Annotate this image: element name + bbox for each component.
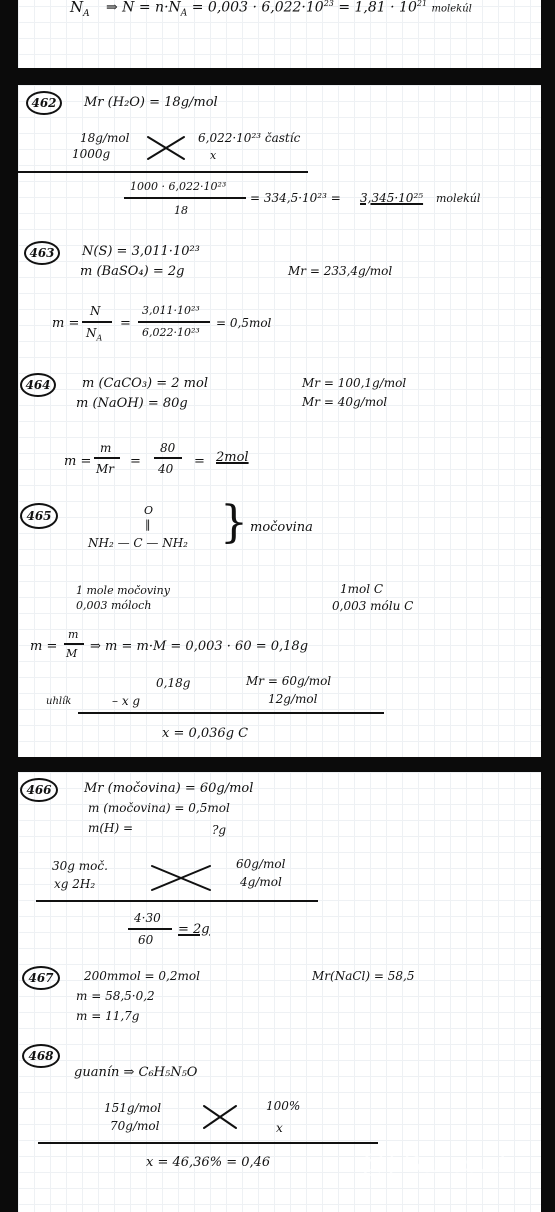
notebook-page-466-468 <box>18 772 541 1212</box>
p462-unit: molekúl <box>436 192 481 205</box>
p465-formula: NH₂ — C — NH₂ <box>88 536 188 550</box>
p466-line3-val: ?g <box>212 823 227 837</box>
p463-frac1-den: $N_A$ <box>86 326 103 343</box>
fraction-bar <box>94 457 120 459</box>
divider-line <box>78 712 384 714</box>
p465-c1: 1mol C <box>340 582 384 596</box>
p462-right-bottom: x <box>210 149 217 162</box>
bazos-watermark: @( Bazos.sk <box>360 1148 514 1178</box>
p462-frac-num: 1000 · 6,022·10²³ <box>130 180 227 193</box>
fraction-bar <box>128 928 172 930</box>
p465-row2: 0,003 móloch <box>76 599 152 612</box>
p466-line1: Mr (močovina) = 60g/mol <box>84 781 254 796</box>
p462-final: 3,345·10²⁵ <box>360 191 424 205</box>
p465-t1: 0,18g <box>156 676 191 690</box>
p465-double-bond: ‖ <box>145 518 151 531</box>
p466-line2: m (močovina) = 0,5mol <box>88 801 230 815</box>
p466-b2: 4g/mol <box>240 875 282 889</box>
p463-molar-mass: Mr = 233,4g/mol <box>288 264 393 278</box>
p462-frac-den: 18 <box>174 204 188 217</box>
p463-frac2-den: 6,022·10²³ <box>142 326 200 339</box>
p463-m-eq: m = <box>52 316 80 331</box>
p464-frac1-den: Mr <box>96 462 115 476</box>
p466-a2: xg 2H₂ <box>54 877 96 891</box>
p464-line2: m (NaOH) = 80g <box>76 396 188 411</box>
brace-icon: } <box>220 497 248 548</box>
p465-left-label: uhlík <box>46 696 72 707</box>
p464-eq2: = <box>194 454 205 469</box>
p465-c2: 0,003 mólu C <box>332 599 414 613</box>
notebook-page-top <box>18 0 541 68</box>
p465-name: močovina <box>250 520 313 535</box>
p465-oxygen: O <box>144 504 154 517</box>
notebook-page-462-465 <box>18 85 541 757</box>
p465-result: x = 0,036g C <box>162 726 249 741</box>
p466-line3: m(H) = <box>88 821 134 835</box>
p463-result: = 0,5mol <box>216 316 272 330</box>
na-symbol: $N_A$ <box>70 0 90 19</box>
p463-eq: = <box>120 316 131 331</box>
problem-number-463: 463 <box>24 241 60 265</box>
p465-row1: 1 mole močoviny <box>76 584 170 597</box>
cross-multiply-icon <box>146 135 186 161</box>
fraction-bar <box>138 321 210 323</box>
problem-number-464: 464 <box>20 373 56 397</box>
cross-multiply-icon <box>150 864 212 892</box>
top-equation: ⇒ $N = n\cdot N_A = 0,003 \cdot 6,022\cdot 10^{23} = 1,81 \cdot 10^{21}$ molekúl <box>106 0 472 19</box>
p466-b1: 60g/mol <box>236 857 286 871</box>
divider-line <box>38 1142 378 1144</box>
p467-molar-mass: Mr(NaCl) = 58,5 <box>312 969 415 983</box>
p465-t2b: 12g/mol <box>268 692 318 706</box>
problem-number-468: 468 <box>22 1044 60 1068</box>
p464-frac1-num: m <box>100 441 112 455</box>
p466-frac-den: 60 <box>138 933 154 947</box>
fraction-bar <box>64 643 84 645</box>
p463-frac1-num: N <box>90 304 101 318</box>
p466-result: = 2g <box>178 922 210 937</box>
p462-left-bottom: 1000g <box>72 147 111 161</box>
p467-line3: m = 11,7g <box>76 1009 140 1023</box>
p468-b1: 100% <box>266 1099 301 1113</box>
p464-line1: m (CaCO₃) = 2 mol <box>82 376 208 391</box>
problem-number-467: 467 <box>22 966 60 990</box>
fraction-bar <box>154 457 182 459</box>
p465-calc: ⇒ m = m·M = 0,003 · 60 = 0,18g <box>90 639 309 654</box>
p464-frac2-num: 80 <box>160 441 176 455</box>
p462-left-top: 18g/mol <box>80 131 130 145</box>
p468-b2: x <box>276 1121 283 1135</box>
p463-line2: m (BaSO₄) = 2g <box>80 264 185 279</box>
divider-line <box>36 900 318 902</box>
divider-line <box>18 171 308 173</box>
fraction-bar <box>82 321 112 323</box>
p466-a1: 30g moč. <box>52 859 108 873</box>
problem-number-466: 466 <box>20 778 58 802</box>
p468-a1: 151g/mol <box>104 1101 162 1115</box>
p465-m-eq: m = <box>30 639 58 654</box>
p463-frac2-num: 3,011·10²³ <box>142 304 200 317</box>
p464-m-eq: m = <box>64 454 92 469</box>
p468-line1: guanín ⇒ C₆H₅N₅O <box>74 1065 198 1080</box>
p464-mr1: Mr = 100,1g/mol <box>302 376 407 390</box>
p464-eq: = <box>130 454 141 469</box>
p468-result: x = 46,36% = 0,46 <box>146 1155 271 1170</box>
p468-a2: 70g/mol <box>110 1119 160 1133</box>
p465-t2: – x g <box>112 694 141 708</box>
p464-frac2-den: 40 <box>158 462 174 476</box>
p464-result: 2mol <box>216 450 249 465</box>
p466-frac-num: 4·30 <box>134 911 161 925</box>
cross-multiply-icon <box>202 1104 238 1130</box>
p462-molar-mass: Mr (H₂O) = 18g/mol <box>84 95 218 110</box>
p463-line1: N(S) = 3,011·10²³ <box>82 244 200 259</box>
problem-number-465: 465 <box>20 503 58 529</box>
p467-line1: 200mmol = 0,2mol <box>84 969 200 983</box>
p464-mr2: Mr = 40g/mol <box>302 395 388 409</box>
fraction-bar <box>124 197 246 199</box>
p462-result: = 334,5·10²³ = <box>250 191 341 205</box>
p462-right-top: 6,022·10²³ častíc <box>198 131 301 145</box>
p467-line2: m = 58,5·0,2 <box>76 989 155 1003</box>
p465-t1b: Mr = 60g/mol <box>246 674 332 688</box>
problem-number-462: 462 <box>26 91 62 115</box>
p465-frac-num: m <box>68 628 79 641</box>
p465-frac-den: M <box>66 647 78 660</box>
